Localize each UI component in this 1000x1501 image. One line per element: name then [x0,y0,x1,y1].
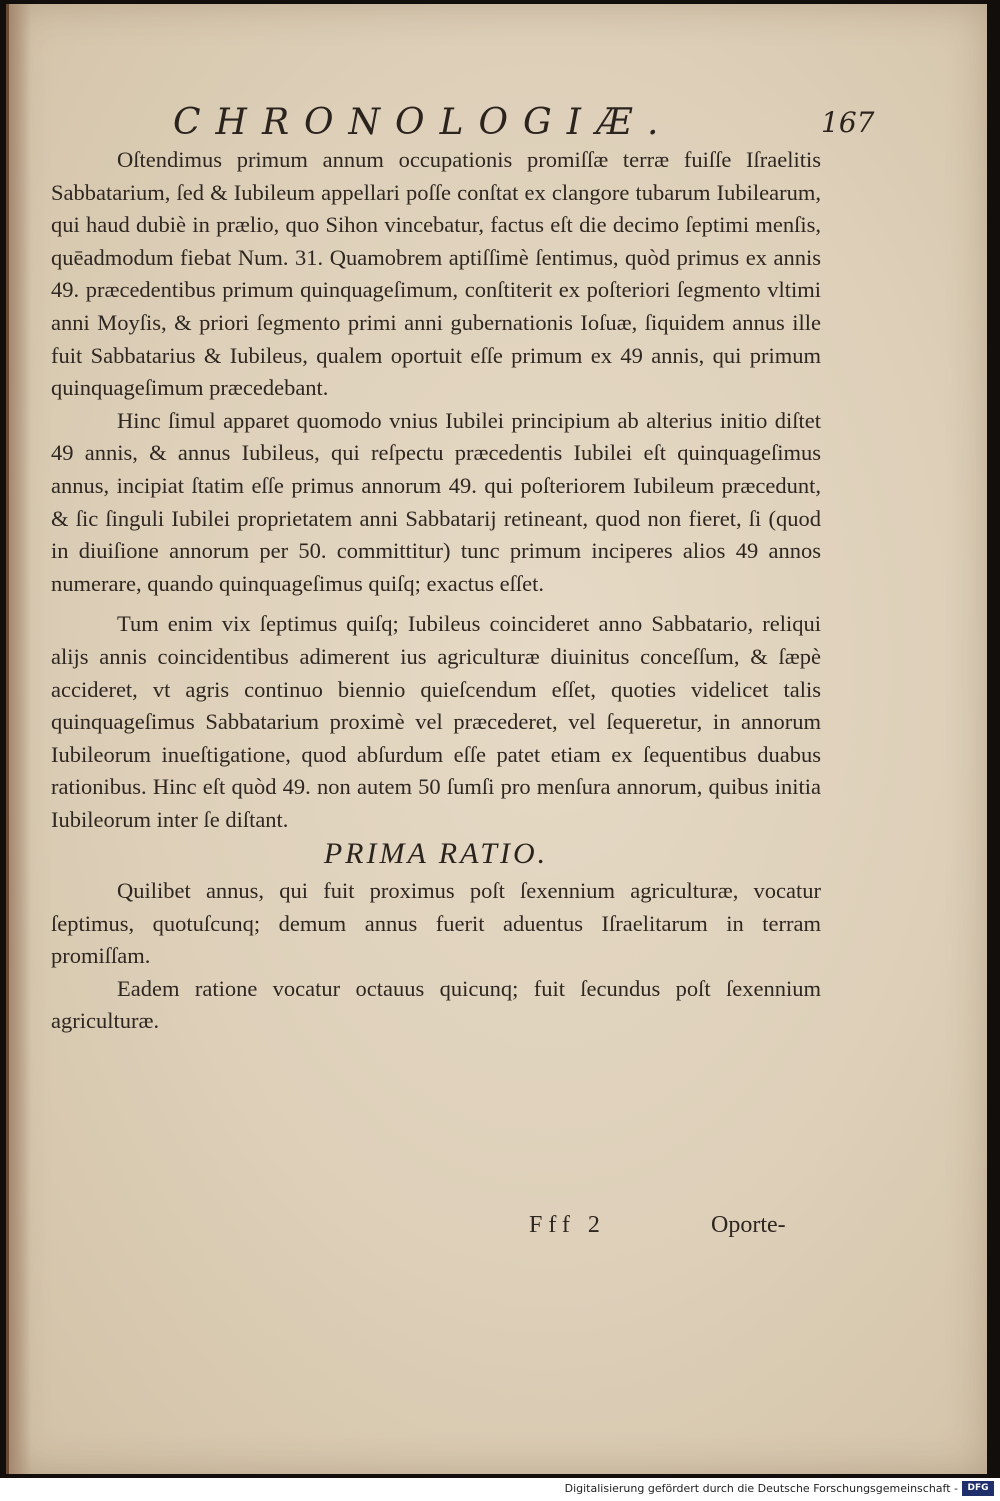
paragraph-1: Oſtendimus primum annum occupationis promiſſæ terræ fuiſſe Iſraelitis Sabbatarium, ſed & Iubileum appellari poſſe conſtat ex clangore tubarum Iubilearum, qui haud dubiè in prælio, quo Sihon vincebatur, factus eſt die decimo ſeptimi menſis, quēadmodum fiebat Num. 31. Quamobrem aptiſſimè ſentimus, quòd primus ex annis 49. præcedentibus primum quinquageſimum, conſtiterit ex poſteriori ſegmento vltimi anni Moyſis, & priori ſegmento primi anni gubernationis Ioſuæ, ſiquidem annus ille fuit Sabbatarius & Iubileus, qualem oportuit eſſe primum ex 49 annis, qui primum quinquageſimum præcedebant. [51,147,821,401]
paragraph-2: Hinc ſimul apparet quomodo vnius Iubilei principium ab alterius initio diſtet 49 annis, & annus Iubileus, qui reſpectu præcedentis Iubilei eſt quinquageſimus annus, incipiat ſtatim eſſe primus annorum 49. qui poſteriorem Iubileum præcedunt, & ſic ſinguli Iubilei proprietatem anni Sabbatarij retineant, quod non fieret, ſi (quod in diuiſione annorum per 50. committitur) tunc primum inciperes alios 49 annos numerare, quando quinquageſimus quiſq; exactus eſſet. [51,407,821,596]
running-head-title: CHRONOLOGIÆ. [173,102,674,143]
main-text [51,144,821,1038]
page-number: 167 [821,106,875,139]
funding-note: Digitalisierung gefördert durch die Deutsche Forschungsgemeinschaft - [564,1482,958,1495]
dfg-logo-icon: DFG [962,1481,994,1496]
signature-mark: Fff 2 [529,1212,606,1238]
funding-bar [0,1478,1000,1501]
section-heading: PRIMA RATIO. [323,837,549,871]
section-paragraph-2: Eadem ratione vocatur octauus quicunq; fuit ſecundus poſt ſexennium agriculturæ. [51,975,821,1034]
book-page [6,4,987,1474]
section-paragraph-1: Quilibet annus, qui fuit proximus poſt ſexennium agriculturæ, vocatur ſeptimus, quotuſcunq; demum annus fuerit aduentus Iſraelitarum in terram promiſſam. [51,878,821,969]
page-gutter-shadow [9,4,31,1474]
paragraph-3: Tum enim vix ſeptimus quiſq; Iubileus coincideret anno Sabbatario, reliqui alijs annis coincidentibus adimerent ius agriculturæ diuinitus conceſſum, & ſæpè accideret, vt agris continuo biennio quieſcendum eſſet, quoties videlicet talis quinquageſimus Sabbatarium proximè vel præcederet, vel ſequeretur, in annorum Iubileorum inueſtigatione, quod abſurdum eſſe patet etiam ex ſequentibus duabus rationibus. Hinc eſt quòd 49. non autem 50 ſumſi pro menſura annorum, quibus initia Iubileorum inter ſe diſtant. [51,611,821,832]
running-head [9,102,987,148]
page-footer [9,1212,987,1252]
catchword: Oporte- [711,1212,786,1238]
